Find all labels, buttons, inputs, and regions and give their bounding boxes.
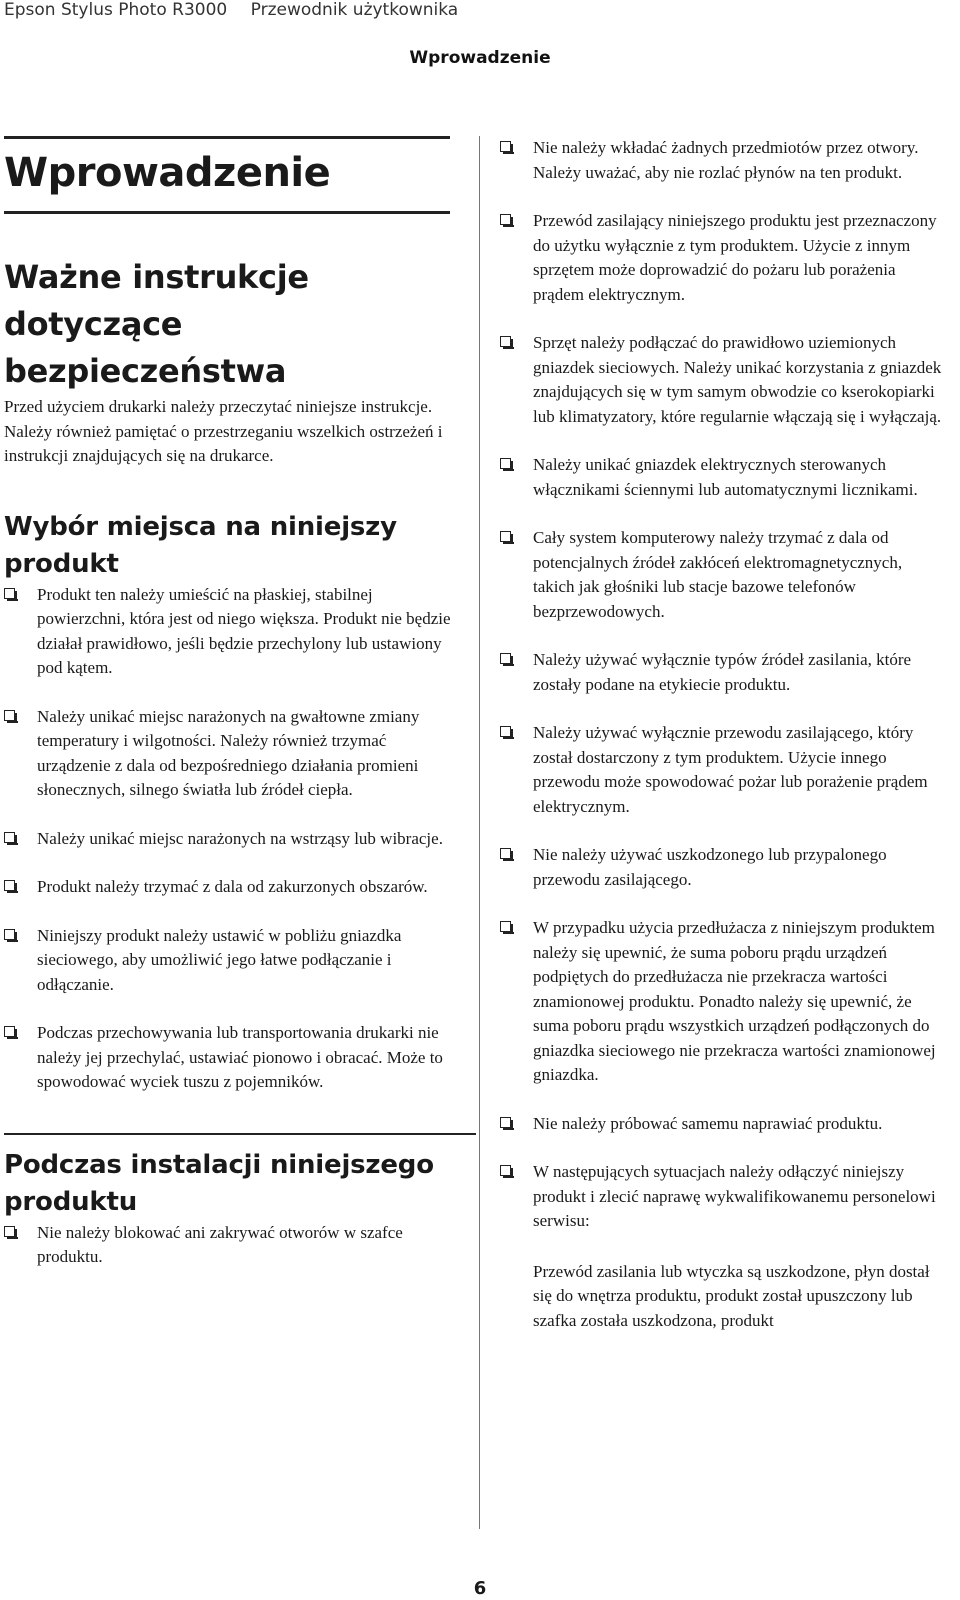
list-item [4, 827, 456, 852]
checkbox-bullet-icon [500, 921, 511, 932]
list-item-text: Należy unikać miejsc narażonych na wstrząsy lub wibracje. [37, 828, 443, 848]
header-guide-name: Przewodnik użytkownika [250, 0, 459, 20]
list-item [500, 1160, 946, 1234]
list-item [4, 875, 456, 900]
list-item-text: Podczas przechowywania lub transportowania drukarki nie należy jej przechylać, ustawiać pionowo i obracać. Może to spowodować wyciek tuszu z pojemników. [37, 1023, 443, 1091]
left-column [4, 136, 456, 1270]
running-header [0, 0, 960, 26]
list-item [500, 526, 946, 624]
checkbox-bullet-icon [4, 929, 15, 940]
list-item-text: Produkt należy trzymać z dala od zakurzonych obszarów. [37, 877, 428, 896]
list-item [500, 721, 946, 819]
install-rule [4, 1133, 476, 1135]
checkbox-bullet-icon [500, 848, 511, 859]
list-item [4, 583, 456, 681]
intro-paragraph: Przed użyciem drukarki należy przeczytać niniejsze instrukcje. Należy również pamiętać o przestrzeganiu wszelkich ostrzeżeń i instrukcji znajdujących się na drukarce. [4, 397, 443, 465]
list-item-text: Sprzęt należy podłączać do prawidłowo uziemionych gniazdek sieciowych. Należy unikać korzystania z gniazdek znajdujących się w tym samym obwodzie co kserokopiarki lub klimatyzatory, które regularnie włączają się i wyłączają. [533, 333, 942, 426]
list-item [500, 453, 946, 502]
checkbox-bullet-icon [4, 1226, 15, 1237]
header-left [4, 0, 458, 20]
list-item [500, 843, 946, 892]
checkbox-bullet-icon [4, 1026, 15, 1037]
list-item-text: W następujących sytuacjach należy odłączyć niniejszy produkt i zlecić naprawę wykwalifikowanemu personelowi serwisu: [533, 1162, 936, 1230]
list-item [500, 1112, 946, 1137]
list-item [4, 924, 456, 998]
checkbox-bullet-icon [4, 588, 15, 599]
list-item-text: Niniejszy produkt należy ustawić w pobliżu gniazdka sieciowego, aby umożliwić jego łatwe podłączanie i odłączanie. [37, 925, 402, 994]
install-list-continued [500, 136, 946, 1234]
list-item-text: Cały system komputerowy należy trzymać z dala od potencjalnych źródeł zakłóceń elektromagnetycznych, takich jak głośniki lub stacje bazowe telefonów bezprzewodowych. [533, 528, 903, 621]
list-item-text: Przewód zasilający niniejszego produktu jest przeznaczony do użytku wyłącznie z tym produktem. Użycie z innym sprzętem może doprowadzić do pożaru lub porażenia prądem elektrycznym. [533, 211, 937, 304]
checkbox-bullet-icon [500, 653, 511, 664]
checkbox-bullet-icon [500, 336, 511, 347]
chapter-rule-bottom [4, 211, 450, 214]
checkbox-bullet-icon [500, 1117, 511, 1128]
list-item [500, 331, 946, 429]
list-item-text: Nie należy używać uszkodzonego lub przypalonego przewodu zasilającego. [533, 845, 887, 889]
list-item-text: Należy używać wyłącznie przewodu zasilającego, który został dostarczony z tym produktem. Użycie innego przewodu może spowodować pożar lub porażenie prądem elektrycznym. [533, 723, 928, 816]
list-item-text: W przypadku użycia przedłużacza z niniejszym produktem należy się upewnić, że suma poboru prądu urządzeń podpiętych do przedłużacza nie przekracza wartości znamionowej produktu. Ponadto należy się upewnić, że suma poboru prądu wszystkich urządzeń podłączonych do gniazdka sieciowego nie przekracza wartości znamionowej gniazdka. [533, 918, 936, 1084]
placement-list [4, 583, 456, 1095]
list-item [4, 705, 456, 803]
list-item [500, 209, 946, 307]
page-number: 6 [473, 1578, 487, 1599]
checkbox-bullet-icon [500, 458, 511, 469]
column-divider [479, 136, 480, 1529]
checkbox-bullet-icon [4, 880, 15, 891]
safety-heading: Ważne instrukcje dotyczące bezpieczeństwa [4, 258, 309, 390]
list-item-text: Nie należy próbować samemu naprawiać produktu. [533, 1113, 883, 1133]
header-product-name: Epson Stylus Photo R3000 [4, 0, 228, 20]
list-item [4, 1021, 456, 1095]
checkbox-bullet-icon [500, 214, 511, 225]
checkbox-bullet-icon [4, 832, 15, 843]
service-conditions-paragraph: Przewód zasilania lub wtyczka są uszkodzone, płyn dostał się do wnętrza produktu, produkt został upuszczony lub szafka została uszkodzona, produkt [533, 1261, 930, 1330]
checkbox-bullet-icon [500, 1165, 511, 1176]
list-item-text: Nie należy blokować ani zakrywać otworów w szafce produktu. [37, 1222, 403, 1266]
checkbox-bullet-icon [4, 710, 15, 721]
list-item [4, 1221, 456, 1270]
list-item [500, 916, 946, 1088]
checkbox-bullet-icon [500, 141, 511, 152]
list-item-text: Należy używać wyłącznie typów źródeł zasilania, które zostały podane na etykiecie produktu. [533, 650, 912, 694]
right-column [500, 136, 946, 1333]
checkbox-bullet-icon [500, 531, 511, 542]
install-heading: Podczas instalacji niniejszego produktu [4, 1149, 434, 1217]
list-item-text: Produkt ten należy umieścić na płaskiej, stabilnej powierzchni, która jest od niego większa. Produkt nie będzie działał prawidłowo, jeśli będzie przechylony lub ustawiony pod kątem. [37, 584, 451, 677]
header-section-title: Wprowadzenie [409, 48, 551, 68]
install-list [4, 1221, 456, 1270]
list-item-text: Nie należy wkładać żadnych przedmiotów przez otwory. Należy uważać, aby nie rozlać płynów na ten produkt. [533, 138, 919, 182]
chapter-title: Wprowadzenie [4, 150, 331, 196]
list-item-text: Należy unikać gniazdek elektrycznych sterowanych włącznikami ściennymi lub automatycznymi licznikami. [533, 455, 918, 499]
placement-heading: Wybór miejsca na niniejszy produkt [4, 511, 397, 579]
list-item [500, 648, 946, 697]
checkbox-bullet-icon [500, 726, 511, 737]
chapter-rule-top [4, 136, 450, 139]
list-item [500, 136, 946, 185]
list-item-text: Należy unikać miejsc narażonych na gwałtowne zmiany temperatury i wilgotności. Należy również trzymać urządzenie z dala od bezpośredniego działania promieni słonecznych, silnego światła lub źródeł ciepła. [37, 706, 420, 799]
